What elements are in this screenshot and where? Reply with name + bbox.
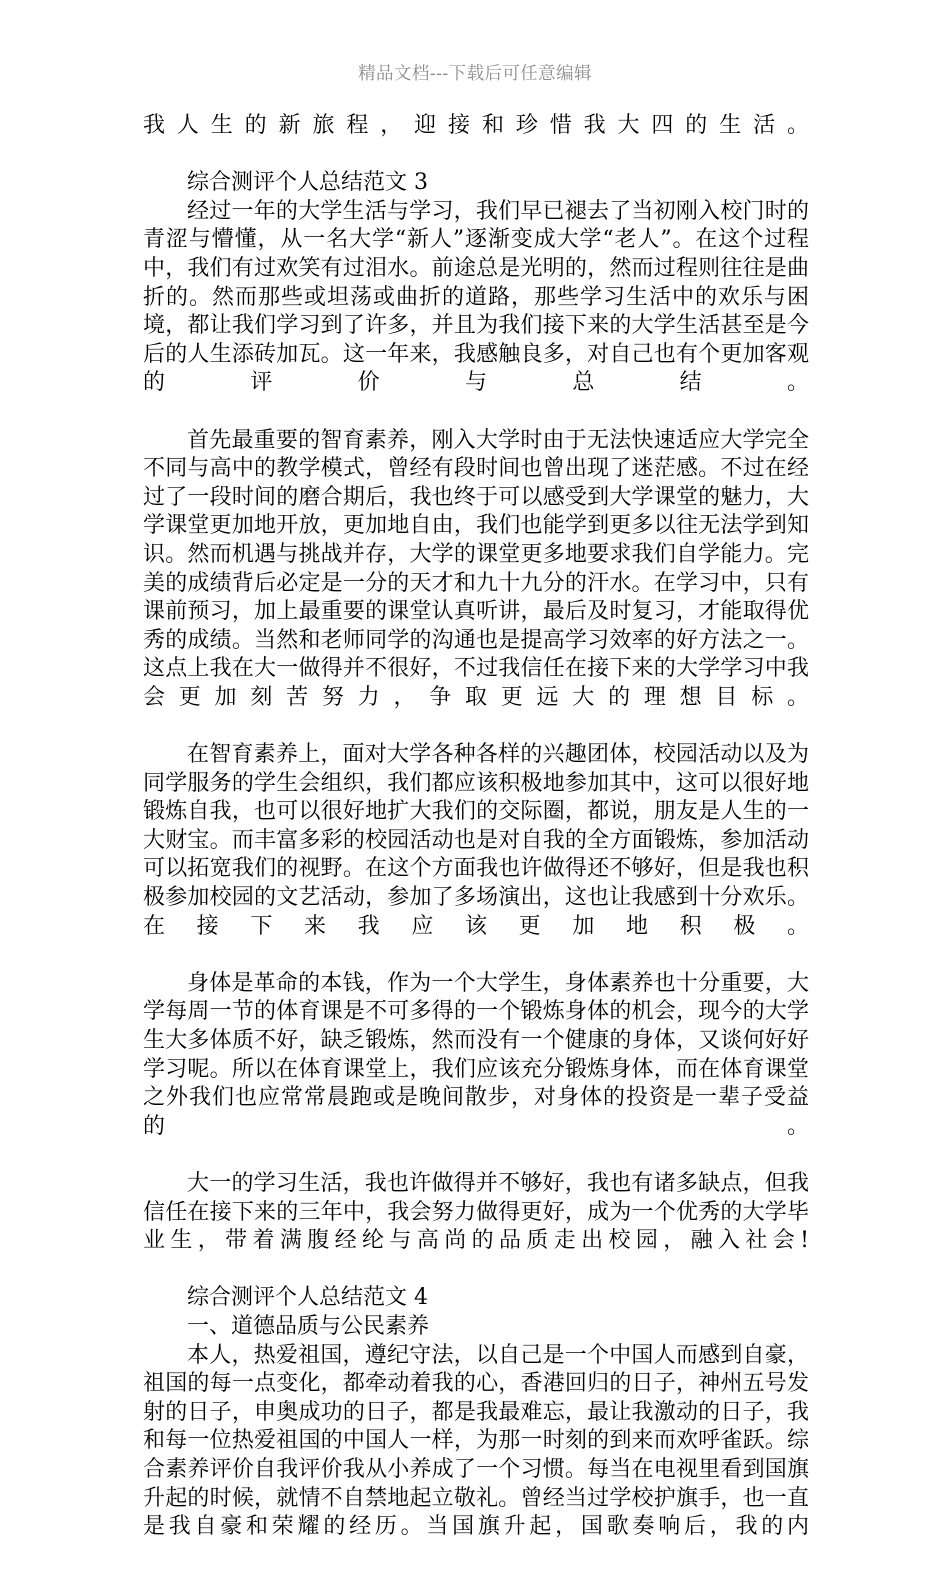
paragraph-sample3-body-3: 在智育素养上，面对大学各种各样的兴趣团体，校园活动以及为同学服务的学生会组织，我们都应该积极地参加其中，这可以很好地锻炼自我，也可以很好地扩大我们的交际圈，都说，朋友是人生的一大财宝。而丰富多彩的校园活动也是对自我的全方面锻炼，参加活动可以拓宽我们的视野。在这个方面我也许做得还不够好，但是我也积极参加校园的文艺活动，参加了多场演出，这也让我感到十分欢乐。在接下来我应该更加地积极。 [143,742,809,939]
paragraph-sample4-body-1: 本人，热爱祖国，遵纪守法，以自己是一个中国人而感到自豪，祖国的每一点变化，都牵动着我的心，香港回归的日子，神州五号发射的日子，申奥成功的日子，都是我最难忘，最让我激动的日子，我和每一位热爱祖国的中国人一样，为那一时刻的到来而欢呼雀跃。综合素养评价自我评价我从小养成了一个习惯。每当在电视里看到国旗升起的时候，就情不自禁地起立敬礼。曾经当过学校护旗手，也一直是我自豪和荣耀的经历。当国旗升起，国歌奏响后，我的内 [143,1342,809,1540]
paragraph-sample3-body-2: 首先最重要的智育素养，刚入大学时由于无法快速适应大学完全不同与高中的教学模式，曾经有段时间也曾出现了迷茫感。不过在经过了一段时间的磨合期后，我也终于可以感受到大学课堂的魅力，大学课堂更加地开放，更加地自由，我们也能学到更多以往无法学到知识。然而机遇与挑战并存，大学的课堂更多地要求我们自学能力。完美的成绩背后必定是一分的天才和九十九分的汗水。在学习中，只有课前预习，加上最重要的课堂认真听讲，最后及时复习，才能取得优秀的成绩。当然和老师同学的沟通也是提高学习效率的好方法之一。这点上我在大一做得并不很好，不过我信任在接下来的大学学习中我会更加刻苦努力，争取更远大的理想目标。 [143,427,809,710]
paragraph-sample3-body-4: 身体是革命的本钱，作为一个大学生，身体素养也十分重要，大学每周一节的体育课是不可多得的一个锻炼身体的机会，现今的大学生大多体质不好，缺乏锻炼，然而没有一个健康的身体，又谈何好好学习呢。所以在体育课堂上，我们应该充分锻炼身体，而在体育课堂之外我们也应常常晨跑或是晚间散步，对身体的投资是一辈子受益的。 [143,970,809,1139]
page-header-watermark: 精品文档---下载后可任意编辑 [358,64,592,84]
paragraph-sample3-body-1: 经过一年的大学生活与学习，我们早已褪去了当初刚入校门时的青涩与懵懂，从一名大学“新人”逐渐变成大学“老人”。在这个过程中，我们有过欢笑有过泪水。前途总是光明的，然而过程则往往是曲折的。然而那些或坦荡或曲折的道路，那些学习生活中的欢乐与困境，都让我们学习到了许多，并且为我们接下来的大学生活甚至是今后的人生添砖加瓦。这一年来，我感触良多，对自己也有个更加客观的评价与总结。 [143,198,809,396]
section-heading-morality-and-citizenship: 一、道德品质与公民素养 [187,1313,430,1339]
document-body [143,112,809,1570]
heading-sample-essay-3: 综合测评个人总结范文 3 [187,170,428,196]
paragraph-sample3-body-5: 大一的学习生活，我也许做得并不够好，我也有诸多缺点，但我信任在接下来的三年中，我会努力做得更好，成为一个优秀的大学毕业生，带着满腹经纶与高尚的品质走出校园，融入社会! [143,1170,809,1254]
heading-sample-essay-4: 综合测评个人总结范文 4 [187,1285,428,1311]
paragraph-continued-opening: 我人生的新旅程，迎接和珍惜我大四的生活。 [143,113,809,138]
